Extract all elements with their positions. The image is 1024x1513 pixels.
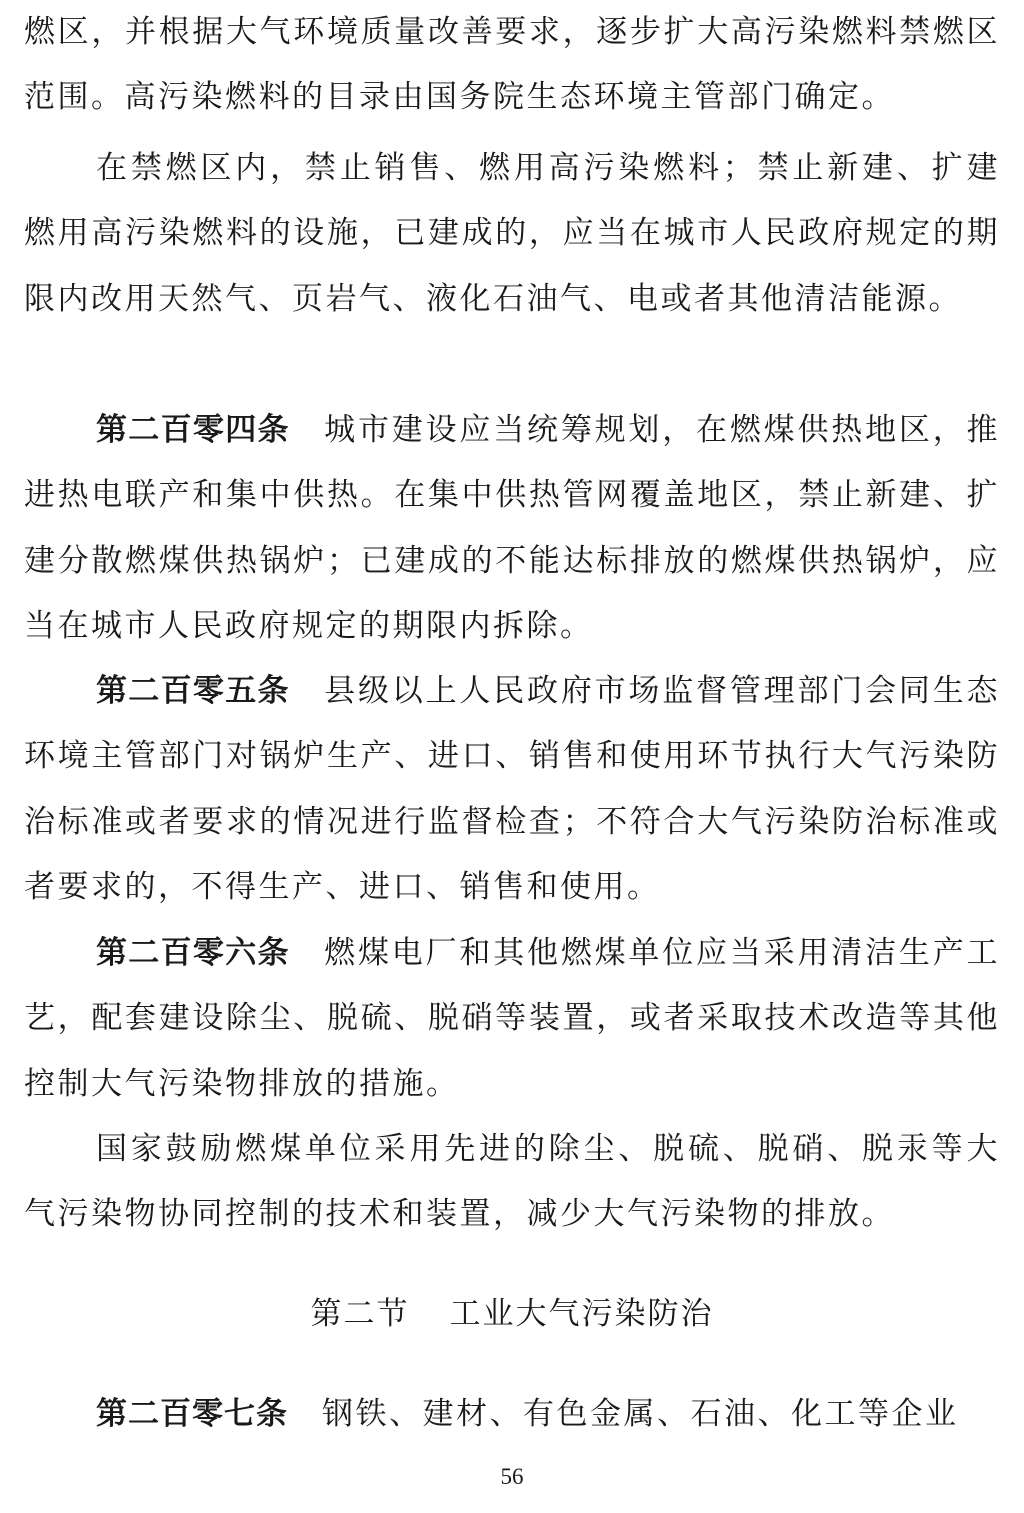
section-title: 工业大气污染防治: [449, 1296, 714, 1332]
article-207: [24, 1382, 1000, 1447]
article-205-title: 第二百零五条: [96, 673, 290, 709]
paragraph-encourage: 国家鼓励燃煤单位采用先进的除尘、脱硫、脱硝、脱汞等大气污染物协同控制的技术和装置，减少大气污染物的排放。: [24, 1131, 1000, 1233]
article-207-title: 第二百零七条: [96, 1396, 288, 1432]
section-heading: [0, 1286, 1024, 1342]
article-206-body: 燃煤电厂和其他燃煤单位应当采用清洁生产工艺，配套建设除尘、脱硫、脱硝等装置，或者采取技术改造等其他控制大气污染物排放的措施。: [24, 935, 1001, 1102]
article-205-body: 县级以上人民政府市场监督管理部门会同生态环境主管部门对锅炉生产、进口、销售和使用环节执行大气污染防治标准或者要求的情况进行监督检查；不符合大气污染防治标准或者要求的，不得生产、进口、销售和使用。: [24, 673, 1001, 905]
article-206: [24, 921, 1000, 1117]
article-206-title: 第二百零六条: [96, 935, 290, 971]
article-204: [24, 398, 1000, 659]
article-204-body: 城市建设应当统筹规划，在燃煤供热地区，推进热电联产和集中供热。在集中供热管网覆盖地区，禁止新建、扩建分散燃煤供热锅炉；已建成的不能达标排放的燃煤供热锅炉，应当在城市人民政府规定的期限内拆除。: [24, 412, 1001, 644]
article-204-title: 第二百零四条: [96, 412, 290, 448]
paragraph-forbidden-zone: 在禁燃区内，禁止销售、燃用高污染燃料；禁止新建、扩建燃用高污染燃料的设施，已建成的，应当在城市人民政府规定的期限内改用天然气、页岩气、液化石油气、电或者其他清洁能源。: [24, 150, 1000, 317]
article-207-body: 钢铁、建材、有色金属、石油、化工等企业: [322, 1396, 959, 1432]
section-label: 第二节: [310, 1296, 410, 1332]
page-number: 56: [500, 1464, 524, 1489]
article-205: [24, 659, 1000, 920]
paragraph-continuation: 燃区，并根据大气环境质量改善要求，逐步扩大高污染燃料禁燃区范围。高污染燃料的目录由国务院生态环境主管部门确定。: [24, 14, 1000, 116]
